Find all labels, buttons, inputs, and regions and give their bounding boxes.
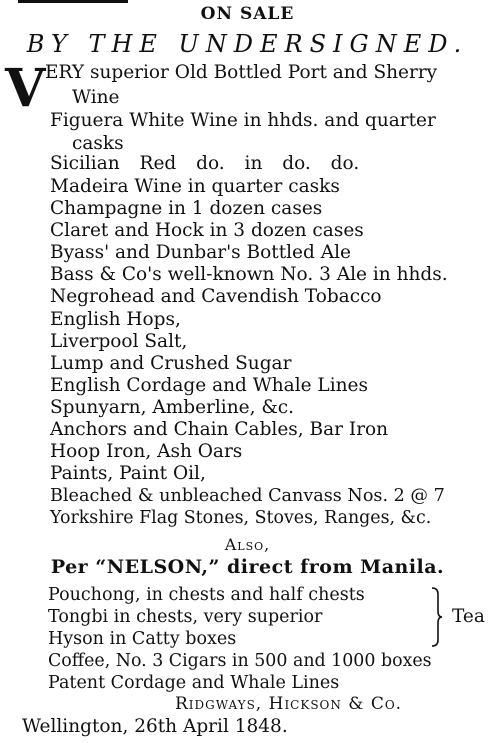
list-item: Figuera White Wine in hhds. and quarter [50, 110, 436, 131]
list-item: Byass' and Dunbar's Bottled Ale [50, 242, 351, 263]
list-item: Hoop Iron, Ash Oars [50, 441, 243, 462]
tea-label: Tea [452, 606, 485, 627]
list-item: Madeira Wine in quarter casks [50, 176, 340, 197]
list-item: English Cordage and Whale Lines [50, 375, 368, 396]
list-item: Negrohead and Cavendish Tobacco [50, 286, 382, 307]
tea-item: Tongbi in chests, very superior [48, 607, 323, 627]
drop-cap: V [5, 58, 46, 119]
signature: Ridgways, Hickson & Co. [175, 694, 403, 714]
list-item: Lump and Crushed Sugar [50, 353, 292, 374]
list-item: casks [72, 133, 124, 154]
list-item: Coffee, No. 3 Cigars in 500 and 1000 boxes [48, 651, 432, 671]
list-item: Paints, Paint Oil, [50, 463, 206, 484]
top-rule [18, 0, 128, 3]
list-item: Claret and Hock in 3 dozen cases [50, 220, 364, 241]
list-item: Liverpool Salt, [50, 331, 188, 352]
heading-undersigned: BY THE UNDERSIGNED. [26, 30, 469, 58]
per-nelson-heading: Per “NELSON,” direct from Manila. [50, 556, 445, 578]
curly-brace-icon [430, 586, 442, 648]
list-item: Anchors and Chain Cables, Bar Iron [50, 419, 389, 440]
list-item: Champagne in 1 dozen cases [50, 198, 323, 219]
tea-item: Hyson in Catty boxes [48, 629, 237, 649]
dateline: Wellington, 26th April 1848. [22, 716, 288, 737]
heading-on-sale: ON SALE [200, 4, 295, 24]
list-item: Bass & Co's well-known No. 3 Ale in hhds. [50, 264, 448, 285]
list-item: Spunyarn, Amberline, &c. [50, 397, 295, 418]
tea-item: Pouchong, in chests and half chests [48, 585, 365, 605]
list-item: Patent Cordage and Whale Lines [48, 673, 340, 693]
list-item: ERY superior Old Bottled Port and Sherry [45, 62, 438, 83]
list-item: English Hops, [50, 309, 181, 330]
list-item: Yorkshire Flag Stones, Stoves, Ranges, &c. [50, 508, 432, 528]
list-item: Sicilian Red do. in do. do. [50, 153, 360, 174]
list-item: Bleached & unbleached Canvass Nos. 2 @ 7 [50, 486, 445, 506]
also-label: Also, [224, 535, 271, 554]
list-item: Wine [72, 87, 120, 108]
